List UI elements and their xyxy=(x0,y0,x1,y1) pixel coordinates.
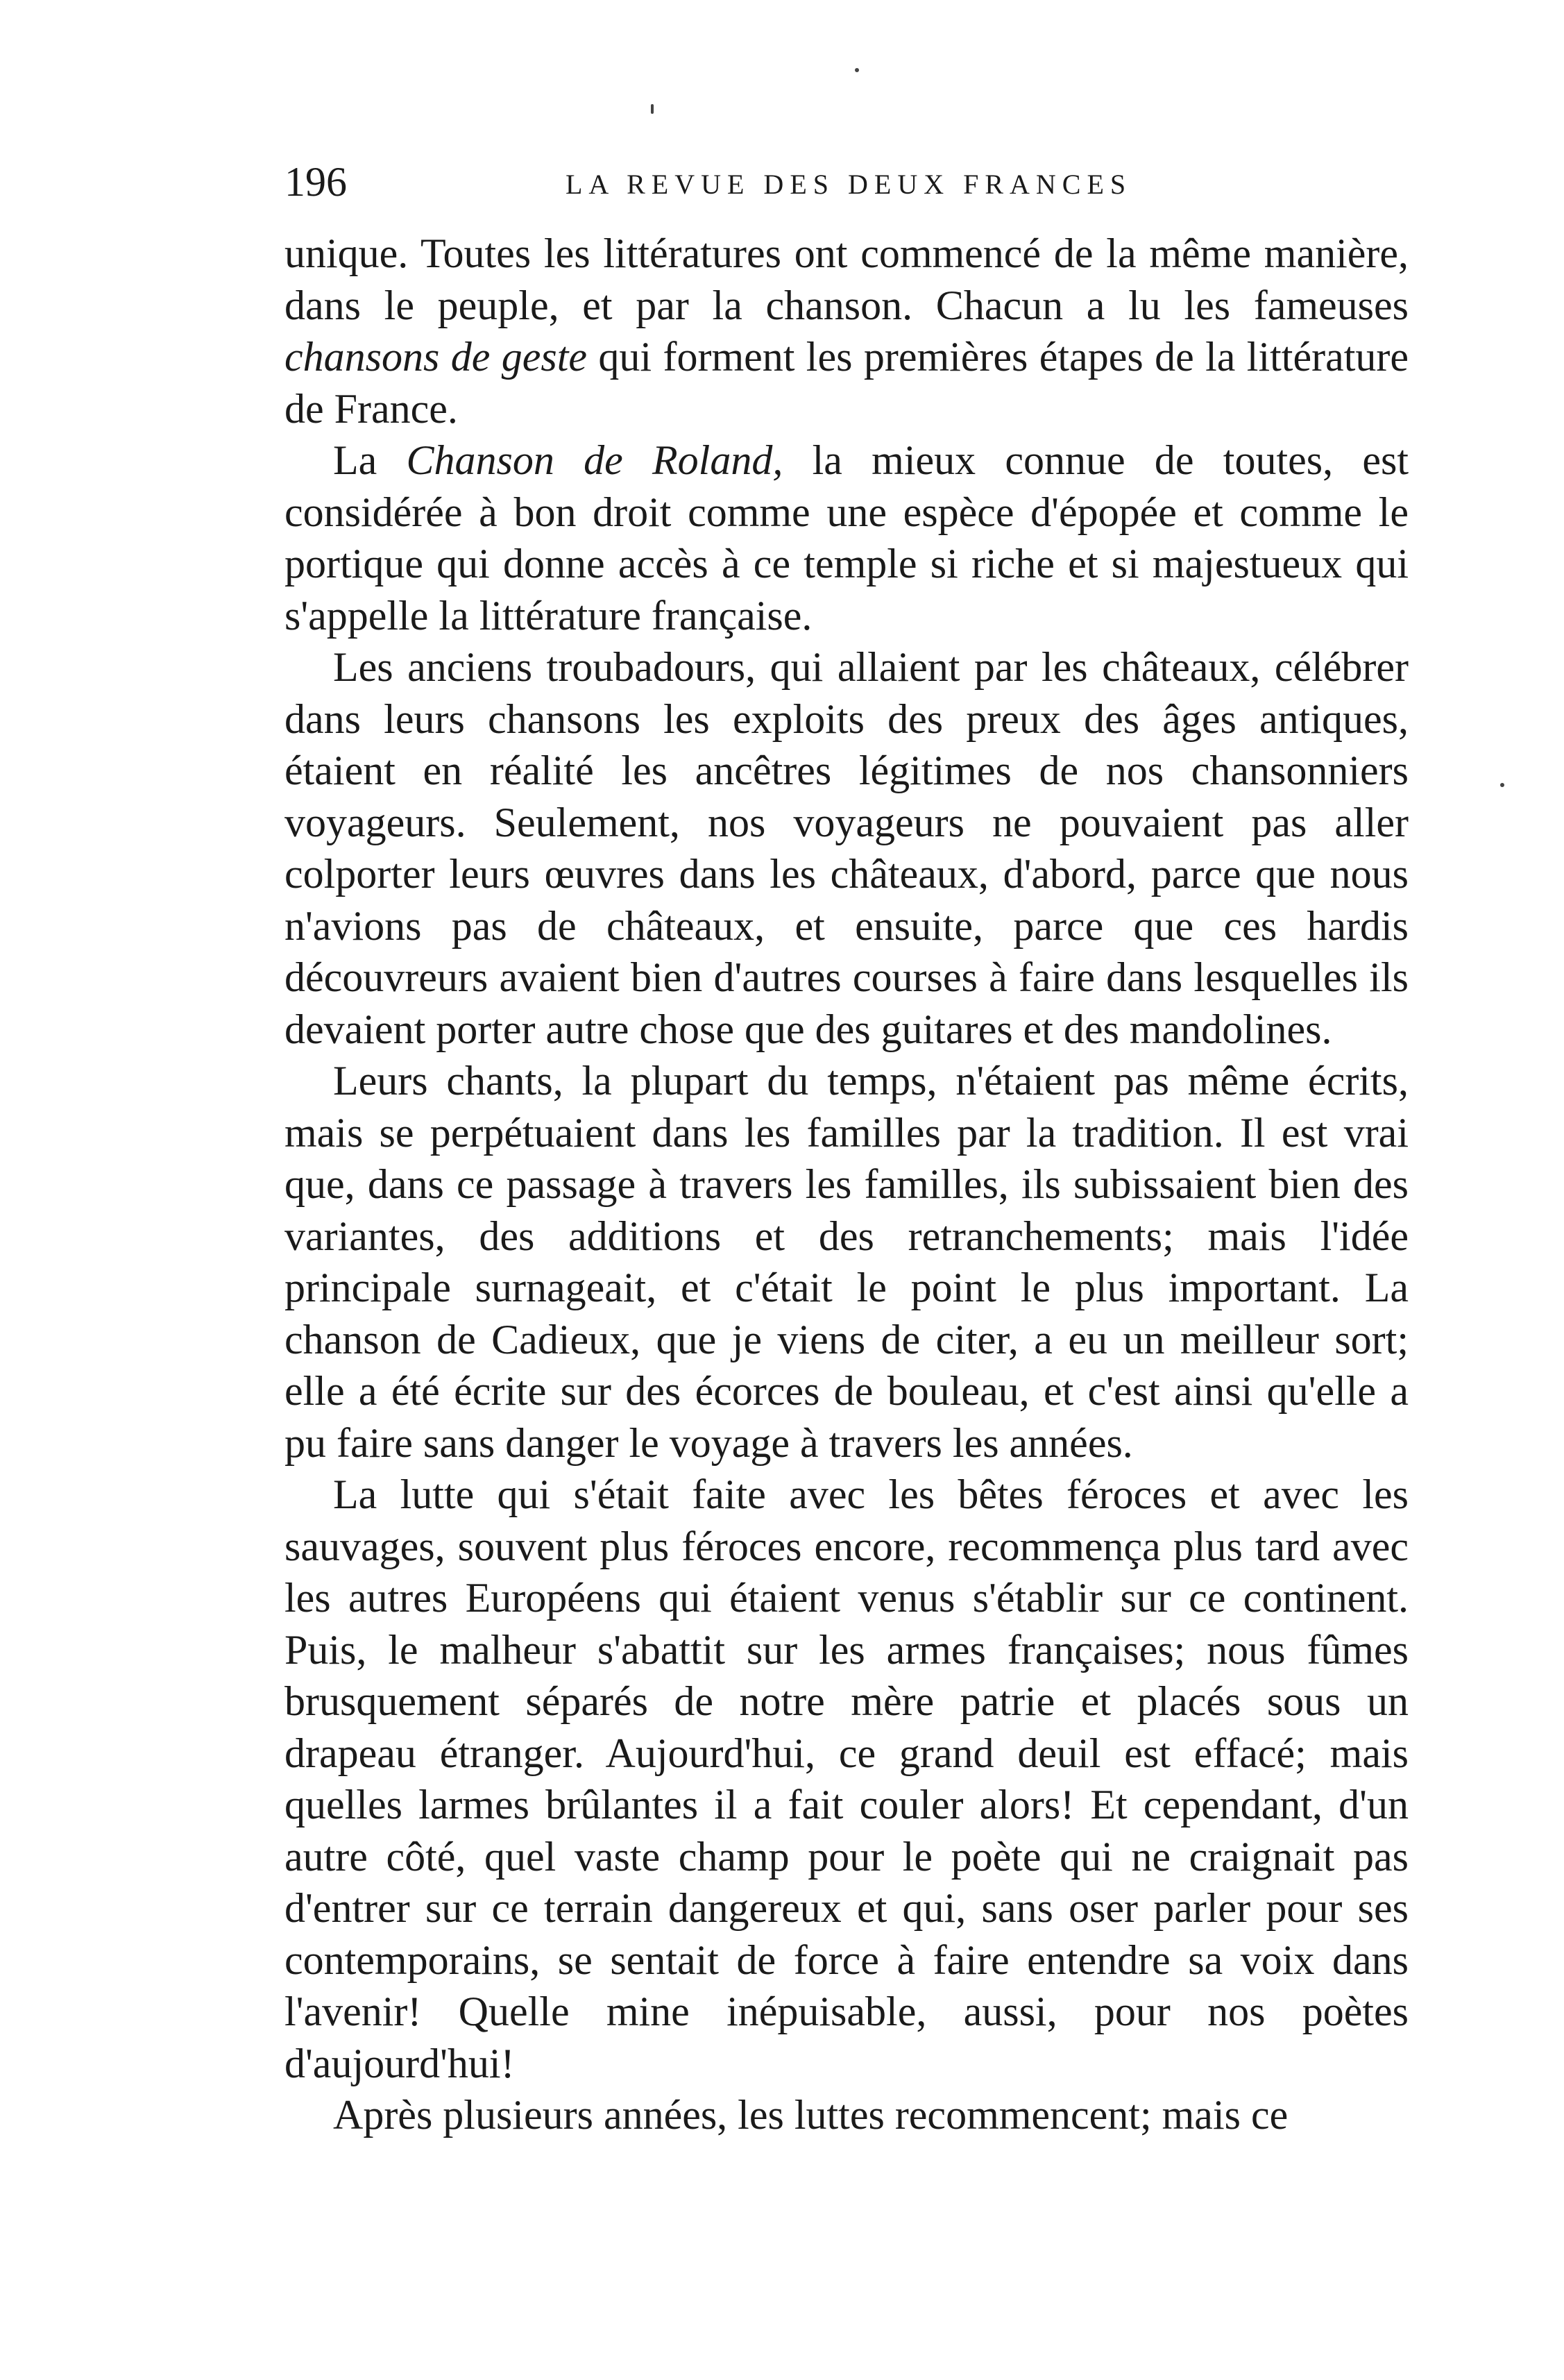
print-speck xyxy=(855,68,859,72)
italic-title: Chanson de Roland, xyxy=(406,437,783,483)
page-number: 196 xyxy=(284,159,347,205)
paragraph-4: Leurs chants, la plupart du temps, n'étaient pas même écrits, mais se perpétuaient dans les familles par la tradition. Il est vrai que, dans ce passage à travers les familles, ils subissaient bien des variantes, des additions et des retranchements; mais l'idée principale surnageait, et c'était le point le plus important. La chanson de Cadieux, que je viens de citer, a eu un meilleur sort; elle a été écrite sur des écorces de bouleau, et c'est ainsi qu'elle a pu faire sans danger le voyage à travers les années. xyxy=(284,1058,1409,1466)
paragraph-text: unique. Toutes les littératures ont commencé de la même manière, dans le peuple, et par la chanson. Chacun a lu les fameuses xyxy=(284,230,1409,328)
body-text xyxy=(284,228,1409,2141)
print-speck xyxy=(1500,783,1504,787)
paragraph-6: Après plusieurs années, les luttes recommencent; mais ce xyxy=(333,2092,1289,2138)
paragraph-2 xyxy=(284,434,1409,641)
paragraph-text: la mieux connue de toutes, est considérée à bon droit comme une espèce d'épopée et comme le portique qui donne accès à ce temple si riche et si majestueux qui s'appelle la littérature française. xyxy=(284,437,1409,639)
running-title: LA REVUE DES DEUX FRANCES xyxy=(566,169,1132,200)
print-speck xyxy=(651,104,654,114)
paragraph-text: qui forment les premières étapes de la littérature de France. xyxy=(284,334,1409,432)
paragraph-text: La xyxy=(333,437,407,483)
paragraph-1 xyxy=(284,228,1409,434)
paragraph-5: La lutte qui s'était faite avec les bêtes féroces et avec les sauvages, souvent plus féroces encore, recommença plus tard avec les autres Européens qui étaient venus s'établir sur ce continent. Puis, le malheur s'abattit sur les armes françaises; nous fûmes brusquement séparés de notre mère patrie et placés sous un drapeau étranger. Aujourd'hui, ce grand deuil est effacé; mais quelles larmes brûlantes il a fait couler alors! Et cependant, d'un autre côté, quel vaste champ pour le poète qui ne craignait pas d'entrer sur ce terrain dangereux et qui, sans oser parler pour ses contemporains, se sentait de force à faire entendre sa voix dans l'avenir! Quelle mine inépuisable, aussi, pour nos poètes d'aujourd'hui! xyxy=(284,1471,1409,2086)
paragraph-3: Les anciens troubadours, qui allaient par les châteaux, célébrer dans leurs chansons les exploits des preux des âges antiques, étaient en réalité les ancêtres légitimes de nos chansonniers voyageurs. Seulement, nos voyageurs ne pouvaient pas aller colporter leurs œuvres dans les châteaux, d'abord, parce que nous n'avions pas de châteaux, et ensuite, parce que ces hardis découvreurs avaient bien d'autres courses à faire dans lesquelles ils devaient porter autre chose que des guitares et des mandolines. xyxy=(284,644,1409,1052)
running-head xyxy=(284,154,1395,210)
italic-title: chansons de geste xyxy=(284,334,588,380)
